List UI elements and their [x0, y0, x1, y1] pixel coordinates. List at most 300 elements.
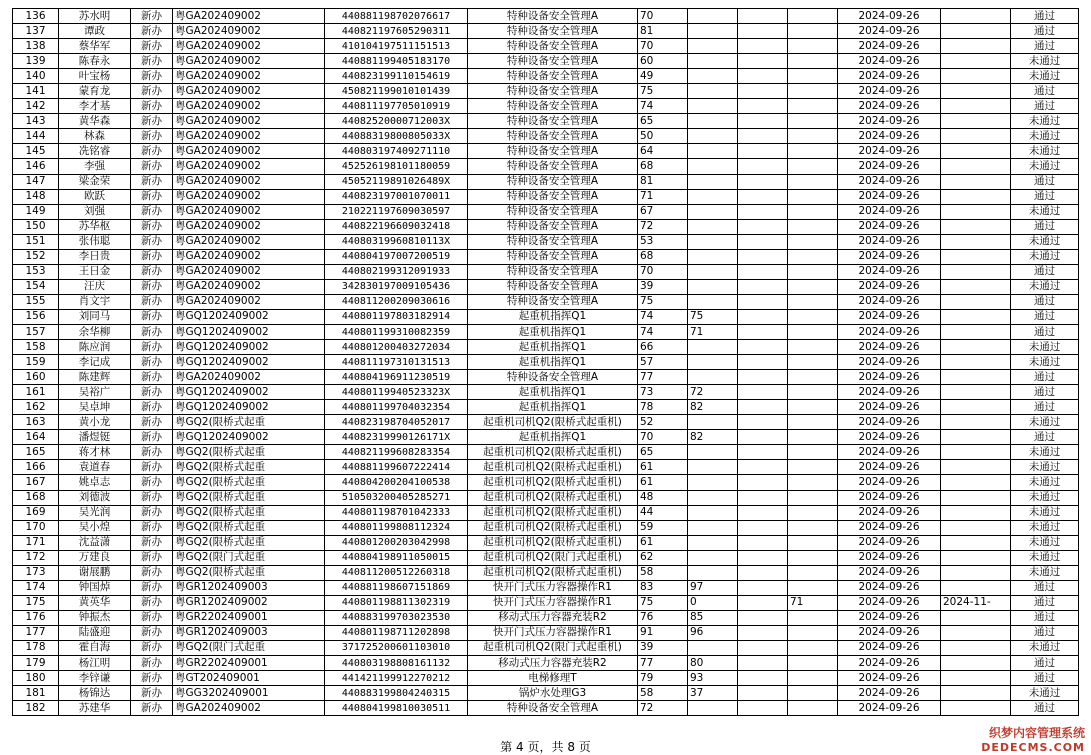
cell-exam-date: 2024-09-26	[838, 114, 941, 129]
cell-retake-date	[941, 475, 1011, 490]
cell-type: 新办	[131, 505, 173, 520]
cell-class-code: 粤GQ2(限桥式起重	[173, 535, 325, 550]
table-row	[13, 9, 1079, 24]
cell-subject: 特种设备安全管理A	[468, 249, 638, 264]
cell-score-theory: 70	[638, 9, 688, 24]
cell-score-retake-practical	[788, 535, 838, 550]
cell-seq: 167	[13, 475, 59, 490]
cell-score-retake-theory	[738, 656, 788, 671]
cell-subject: 特种设备安全管理A	[468, 701, 638, 716]
cell-retake-date	[941, 84, 1011, 99]
cell-score-theory: 79	[638, 671, 688, 686]
watermark	[981, 724, 1085, 754]
cell-score-retake-practical	[788, 460, 838, 475]
cell-seq: 157	[13, 324, 59, 339]
cell-class-code: 粤GQ1202409002	[173, 430, 325, 445]
cell-name: 吴光润	[59, 505, 131, 520]
cell-subject: 特种设备安全管理A	[468, 189, 638, 204]
cell-score-retake-theory	[738, 595, 788, 610]
cell-score-retake-practical	[788, 370, 838, 385]
cell-score-practical	[688, 84, 738, 99]
cell-exam-date: 2024-09-26	[838, 294, 941, 309]
cell-class-code: 粤GA202409002	[173, 249, 325, 264]
cell-id-number: 440823197001070011	[325, 189, 468, 204]
table-row	[13, 400, 1079, 415]
cell-type: 新办	[131, 144, 173, 159]
cell-retake-date	[941, 625, 1011, 640]
cell-seq: 136	[13, 9, 59, 24]
cell-exam-date: 2024-09-26	[838, 640, 941, 655]
cell-subject: 特种设备安全管理A	[468, 24, 638, 39]
cell-score-practical: 72	[688, 385, 738, 400]
cell-exam-date: 2024-09-26	[838, 385, 941, 400]
cell-retake-date	[941, 99, 1011, 114]
cell-seq: 179	[13, 656, 59, 671]
cell-exam-date: 2024-09-26	[838, 430, 941, 445]
table-row	[13, 430, 1079, 445]
cell-class-code: 粤GQ2(限桥式起重	[173, 490, 325, 505]
cell-score-retake-practical	[788, 294, 838, 309]
cell-result: 通过	[1011, 610, 1079, 625]
cell-id-number: 440823198704052017	[325, 415, 468, 430]
cell-retake-date	[941, 9, 1011, 24]
cell-exam-date: 2024-09-26	[838, 595, 941, 610]
cell-score-retake-practical	[788, 324, 838, 339]
cell-score-retake-theory	[738, 340, 788, 355]
cell-score-theory: 66	[638, 340, 688, 355]
cell-subject: 特种设备安全管理A	[468, 9, 638, 24]
cell-name: 陈春永	[59, 54, 131, 69]
table-row	[13, 505, 1079, 520]
cell-seq: 174	[13, 580, 59, 595]
cell-score-retake-theory	[738, 309, 788, 324]
cell-subject: 起重机司机Q2(限桥式起重机)	[468, 475, 638, 490]
cell-subject: 电梯修理T	[468, 671, 638, 686]
cell-subject: 特种设备安全管理A	[468, 114, 638, 129]
cell-class-code: 粤GQ1202409002	[173, 385, 325, 400]
cell-retake-date	[941, 686, 1011, 701]
cell-result: 通过	[1011, 400, 1079, 415]
table-row	[13, 445, 1079, 460]
cell-id-number: 440881199405183170	[325, 54, 468, 69]
cell-score-practical	[688, 234, 738, 249]
cell-name: 林森	[59, 129, 131, 144]
cell-result: 未通过	[1011, 144, 1079, 159]
cell-class-code: 粤GQ2(限门式起重	[173, 550, 325, 565]
cell-score-practical: 82	[688, 430, 738, 445]
cell-retake-date	[941, 129, 1011, 144]
cell-score-practical	[688, 249, 738, 264]
cell-class-code: 粤GQ2(限桥式起重	[173, 505, 325, 520]
cell-score-practical	[688, 340, 738, 355]
cell-score-theory: 81	[638, 24, 688, 39]
cell-result: 未通过	[1011, 54, 1079, 69]
cell-score-practical	[688, 9, 738, 24]
cell-score-retake-theory	[738, 520, 788, 535]
cell-subject: 起重机司机Q2(限桥式起重机)	[468, 490, 638, 505]
cell-retake-date	[941, 430, 1011, 445]
cell-score-practical	[688, 39, 738, 54]
cell-result: 通过	[1011, 174, 1079, 189]
cell-retake-date	[941, 385, 1011, 400]
cell-exam-date: 2024-09-26	[838, 69, 941, 84]
cell-result: 通过	[1011, 595, 1079, 610]
cell-name: 吴裕广	[59, 385, 131, 400]
cell-score-theory: 44	[638, 505, 688, 520]
cell-score-practical	[688, 475, 738, 490]
cell-score-theory: 77	[638, 656, 688, 671]
cell-score-practical	[688, 490, 738, 505]
cell-score-theory: 57	[638, 355, 688, 370]
cell-seq: 151	[13, 234, 59, 249]
cell-type: 新办	[131, 189, 173, 204]
cell-type: 新办	[131, 535, 173, 550]
cell-seq: 175	[13, 595, 59, 610]
cell-retake-date	[941, 174, 1011, 189]
cell-type: 新办	[131, 520, 173, 535]
cell-score-theory: 83	[638, 580, 688, 595]
cell-subject: 起重机指挥Q1	[468, 340, 638, 355]
table-row	[13, 490, 1079, 505]
cell-seq: 148	[13, 189, 59, 204]
cell-exam-date: 2024-09-26	[838, 400, 941, 415]
cell-exam-date: 2024-09-26	[838, 84, 941, 99]
cell-class-code: 粤GA202409002	[173, 114, 325, 129]
cell-score-retake-theory	[738, 39, 788, 54]
cell-class-code: 粤GA202409002	[173, 701, 325, 716]
cell-seq: 152	[13, 249, 59, 264]
table-row	[13, 24, 1079, 39]
cell-result: 通过	[1011, 264, 1079, 279]
cell-name: 谢展鹏	[59, 565, 131, 580]
cell-type: 新办	[131, 400, 173, 415]
cell-score-retake-theory	[738, 385, 788, 400]
cell-retake-date	[941, 54, 1011, 69]
cell-score-retake-practical	[788, 39, 838, 54]
cell-type: 新办	[131, 656, 173, 671]
table-row	[13, 535, 1079, 550]
cell-result: 未通过	[1011, 640, 1079, 655]
cell-subject: 特种设备安全管理A	[468, 279, 638, 294]
cell-retake-date	[941, 640, 1011, 655]
cell-type: 新办	[131, 445, 173, 460]
cell-name: 钟国焯	[59, 580, 131, 595]
cell-id-number: 440811200512260318	[325, 565, 468, 580]
cell-seq: 177	[13, 625, 59, 640]
cell-score-retake-theory	[738, 324, 788, 339]
cell-result: 未通过	[1011, 520, 1079, 535]
cell-seq: 170	[13, 520, 59, 535]
table-row	[13, 279, 1079, 294]
cell-id-number: 440811197705010919	[325, 99, 468, 114]
cell-result: 未通过	[1011, 340, 1079, 355]
cell-id-number: 410104197511151513	[325, 39, 468, 54]
cell-score-retake-practical	[788, 69, 838, 84]
cell-score-theory: 39	[638, 640, 688, 655]
cell-score-retake-practical	[788, 490, 838, 505]
cell-score-practical	[688, 264, 738, 279]
cell-score-retake-theory	[738, 686, 788, 701]
cell-exam-date: 2024-09-26	[838, 520, 941, 535]
table-row	[13, 159, 1079, 174]
cell-exam-date: 2024-09-26	[838, 625, 941, 640]
cell-class-code: 粤GA202409002	[173, 174, 325, 189]
cell-score-retake-theory	[738, 671, 788, 686]
cell-score-retake-practical	[788, 355, 838, 370]
cell-id-number: 44080119940523323X	[325, 385, 468, 400]
cell-score-theory: 74	[638, 309, 688, 324]
table-row	[13, 144, 1079, 159]
cell-exam-date: 2024-09-26	[838, 460, 941, 475]
cell-score-practical: 80	[688, 656, 738, 671]
cell-score-theory: 65	[638, 114, 688, 129]
cell-score-practical	[688, 460, 738, 475]
table-row	[13, 475, 1079, 490]
cell-retake-date	[941, 309, 1011, 324]
cell-type: 新办	[131, 355, 173, 370]
cell-seq: 162	[13, 400, 59, 415]
cell-type: 新办	[131, 159, 173, 174]
cell-score-retake-theory	[738, 114, 788, 129]
cell-name: 冼铭睿	[59, 144, 131, 159]
cell-id-number: 440801198711202898	[325, 625, 468, 640]
cell-score-practical	[688, 520, 738, 535]
cell-type: 新办	[131, 54, 173, 69]
cell-exam-date: 2024-09-26	[838, 701, 941, 716]
cell-score-practical: 82	[688, 400, 738, 415]
cell-type: 新办	[131, 204, 173, 219]
cell-score-practical	[688, 505, 738, 520]
cell-subject: 锅炉水处理G3	[468, 686, 638, 701]
cell-score-theory: 61	[638, 475, 688, 490]
cell-class-code: 粤GA202409002	[173, 204, 325, 219]
cell-seq: 163	[13, 415, 59, 430]
cell-retake-date	[941, 204, 1011, 219]
cell-seq: 160	[13, 370, 59, 385]
cell-subject: 特种设备安全管理A	[468, 99, 638, 114]
cell-retake-date: 2024-11-	[941, 595, 1011, 610]
cell-score-practical	[688, 294, 738, 309]
cell-subject: 快开门式压力容器操作R1	[468, 580, 638, 595]
cell-class-code: 粤GA202409002	[173, 264, 325, 279]
table-row	[13, 189, 1079, 204]
cell-subject: 起重机司机Q2(限桥式起重机)	[468, 520, 638, 535]
cell-class-code: 粤GQ1202409002	[173, 400, 325, 415]
cell-score-retake-practical	[788, 671, 838, 686]
cell-retake-date	[941, 24, 1011, 39]
cell-id-number: 440804199810030511	[325, 701, 468, 716]
cell-score-retake-theory	[738, 294, 788, 309]
cell-class-code: 粤GA202409002	[173, 279, 325, 294]
cell-id-number: 45052119891026489X	[325, 174, 468, 189]
cell-result: 未通过	[1011, 355, 1079, 370]
cell-type: 新办	[131, 460, 173, 475]
cell-subject: 起重机指挥Q1	[468, 385, 638, 400]
cell-result: 未通过	[1011, 445, 1079, 460]
cell-class-code: 粤GA202409002	[173, 39, 325, 54]
table-row	[13, 671, 1079, 686]
table-row	[13, 264, 1079, 279]
table-row	[13, 54, 1079, 69]
cell-score-retake-practical	[788, 189, 838, 204]
cell-class-code: 粤GA202409002	[173, 9, 325, 24]
table-row	[13, 415, 1079, 430]
cell-id-number: 440883199703023530	[325, 610, 468, 625]
table-row	[13, 355, 1079, 370]
cell-score-retake-theory	[738, 400, 788, 415]
cell-retake-date	[941, 249, 1011, 264]
cell-result: 未通过	[1011, 565, 1079, 580]
cell-id-number: 44088319800805033X	[325, 129, 468, 144]
cell-score-practical	[688, 204, 738, 219]
cell-class-code: 粤GA202409002	[173, 99, 325, 114]
cell-class-code: 粤GA202409002	[173, 144, 325, 159]
cell-seq: 159	[13, 355, 59, 370]
cell-subject: 特种设备安全管理A	[468, 159, 638, 174]
cell-score-practical	[688, 99, 738, 114]
cell-exam-date: 2024-09-26	[838, 54, 941, 69]
cell-type: 新办	[131, 370, 173, 385]
cell-score-retake-practical	[788, 565, 838, 580]
cell-name: 汪庆	[59, 279, 131, 294]
cell-name: 杨江明	[59, 656, 131, 671]
cell-score-retake-theory	[738, 204, 788, 219]
cell-exam-date: 2024-09-26	[838, 580, 941, 595]
cell-score-retake-practical	[788, 309, 838, 324]
cell-id-number: 440881199607222414	[325, 460, 468, 475]
cell-score-theory: 73	[638, 385, 688, 400]
cell-result: 未通过	[1011, 550, 1079, 565]
cell-retake-date	[941, 656, 1011, 671]
cell-type: 新办	[131, 385, 173, 400]
cell-result: 通过	[1011, 39, 1079, 54]
cell-retake-date	[941, 580, 1011, 595]
cell-subject: 特种设备安全管理A	[468, 54, 638, 69]
cell-score-theory: 75	[638, 84, 688, 99]
cell-score-theory: 62	[638, 550, 688, 565]
cell-score-retake-practical	[788, 24, 838, 39]
cell-score-retake-practical	[788, 656, 838, 671]
cell-score-theory: 61	[638, 460, 688, 475]
cell-score-practical	[688, 701, 738, 716]
cell-type: 新办	[131, 640, 173, 655]
cell-exam-date: 2024-09-26	[838, 445, 941, 460]
table-row	[13, 686, 1079, 701]
cell-retake-date	[941, 671, 1011, 686]
cell-score-theory: 81	[638, 174, 688, 189]
cell-class-code: 粤GQ1202409002	[173, 309, 325, 324]
cell-name: 梁金荣	[59, 174, 131, 189]
cell-name: 陈建辉	[59, 370, 131, 385]
cell-result: 未通过	[1011, 535, 1079, 550]
cell-score-practical	[688, 640, 738, 655]
cell-score-retake-practical	[788, 445, 838, 460]
cell-retake-date	[941, 415, 1011, 430]
cell-exam-date: 2024-09-26	[838, 370, 941, 385]
cell-score-retake-theory	[738, 129, 788, 144]
cell-type: 新办	[131, 671, 173, 686]
cell-name: 苏水明	[59, 9, 131, 24]
cell-exam-date: 2024-09-26	[838, 505, 941, 520]
cell-subject: 起重机司机Q2(限桥式起重机)	[468, 445, 638, 460]
cell-type: 新办	[131, 174, 173, 189]
cell-retake-date	[941, 520, 1011, 535]
cell-name: 李锌谦	[59, 671, 131, 686]
cell-seq: 137	[13, 24, 59, 39]
cell-subject: 起重机指挥Q1	[468, 430, 638, 445]
cell-retake-date	[941, 355, 1011, 370]
cell-exam-date: 2024-09-26	[838, 565, 941, 580]
cell-type: 新办	[131, 340, 173, 355]
cell-name: 蔡华军	[59, 39, 131, 54]
cell-seq: 156	[13, 309, 59, 324]
cell-type: 新办	[131, 595, 173, 610]
cell-subject: 起重机司机Q2(限门式起重机)	[468, 550, 638, 565]
cell-class-code: 粤GQ2(限桥式起重	[173, 565, 325, 580]
results-table	[12, 8, 1079, 716]
cell-score-retake-theory	[738, 234, 788, 249]
table-row	[13, 84, 1079, 99]
cell-score-retake-practical	[788, 610, 838, 625]
cell-result: 通过	[1011, 701, 1079, 716]
cell-id-number: 440801200203042998	[325, 535, 468, 550]
cell-name: 袁道春	[59, 460, 131, 475]
cell-score-retake-theory	[738, 430, 788, 445]
cell-subject: 起重机指挥Q1	[468, 309, 638, 324]
cell-type: 新办	[131, 580, 173, 595]
cell-subject: 特种设备安全管理A	[468, 204, 638, 219]
cell-score-retake-theory	[738, 610, 788, 625]
cell-seq: 141	[13, 84, 59, 99]
cell-id-number: 440802199312091933	[325, 264, 468, 279]
cell-exam-date: 2024-09-26	[838, 219, 941, 234]
cell-class-code: 粤GR2202409001	[173, 656, 325, 671]
cell-id-number: 440823199110154619	[325, 69, 468, 84]
cell-name: 李日贵	[59, 249, 131, 264]
cell-subject: 特种设备安全管理A	[468, 69, 638, 84]
cell-exam-date: 2024-09-26	[838, 144, 941, 159]
cell-subject: 特种设备安全管理A	[468, 219, 638, 234]
cell-subject: 移动式压力容器充装R2	[468, 656, 638, 671]
cell-score-retake-practical	[788, 114, 838, 129]
cell-class-code: 粤GQ2(限桥式起重	[173, 445, 325, 460]
cell-type: 新办	[131, 701, 173, 716]
cell-score-theory: 50	[638, 129, 688, 144]
cell-retake-date	[941, 445, 1011, 460]
cell-result: 通过	[1011, 309, 1079, 324]
cell-score-theory: 49	[638, 69, 688, 84]
cell-class-code: 粤GQ2(限桥式起重	[173, 520, 325, 535]
cell-score-retake-practical	[788, 400, 838, 415]
cell-score-retake-practical	[788, 640, 838, 655]
cell-score-theory: 70	[638, 264, 688, 279]
cell-score-theory: 72	[638, 701, 688, 716]
cell-seq: 161	[13, 385, 59, 400]
cell-class-code: 粤GA202409002	[173, 54, 325, 69]
cell-score-retake-theory	[738, 174, 788, 189]
table-row	[13, 580, 1079, 595]
cell-retake-date	[941, 535, 1011, 550]
cell-subject: 起重机司机Q2(限桥式起重机)	[468, 415, 638, 430]
cell-exam-date: 2024-09-26	[838, 204, 941, 219]
cell-score-retake-theory	[738, 99, 788, 114]
cell-score-theory: 39	[638, 279, 688, 294]
cell-subject: 起重机司机Q2(限桥式起重机)	[468, 505, 638, 520]
cell-seq: 145	[13, 144, 59, 159]
cell-subject: 起重机司机Q2(限桥式起重机)	[468, 535, 638, 550]
cell-score-retake-theory	[738, 219, 788, 234]
cell-exam-date: 2024-09-26	[838, 234, 941, 249]
